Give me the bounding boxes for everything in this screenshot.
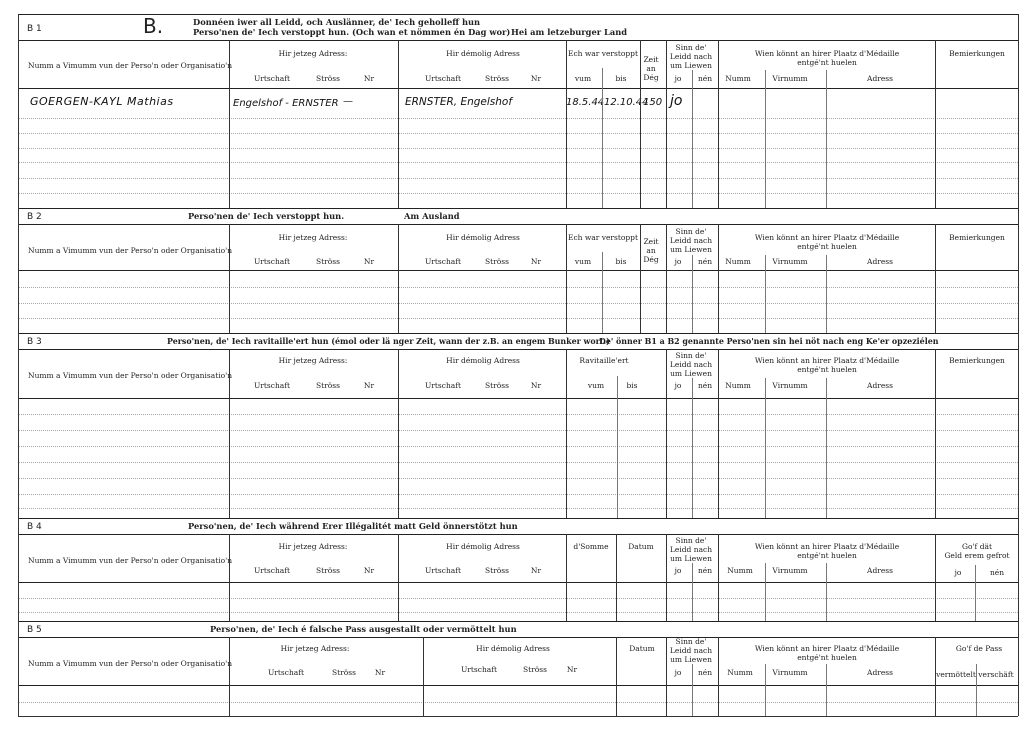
sub-mediated: vermöttelt [936,670,976,679]
col-medal-header: Wien könnt an hirer Plaatz d'Médaille [754,644,900,653]
col-remarks-header: Bemierkungen [949,49,1005,58]
col-line [935,224,936,333]
form-letter: B. [143,14,164,38]
section-heading: Perso'nen, de' Iech während Erer Illégalitét matt Geld önnerstötzt hun [188,521,518,531]
col-name-header: Numm a Vimumm vun der Perso'n oder Organisatio'n [28,556,233,565]
col-line [765,70,766,208]
row-line [18,414,1018,415]
col-time-header: an [646,246,656,255]
col-line [640,224,641,333]
col-line [602,252,603,333]
entry-name: GOERGEN-KAYL Mathias [30,95,174,108]
sub-place: Urtschaft [424,74,462,83]
col-money-header: Geld erem gefrot [944,551,1010,560]
row-line [18,716,1018,717]
section-heading: Donnéen iwer all Leidd, och Auslänner, de' Iech geholleff hun [193,17,481,27]
col-former-address-header: Hir démolig Adress [446,49,520,58]
sub-street: Ströss [485,257,509,266]
sub-firstname: Virnumm [772,381,808,390]
row-line [18,303,1018,304]
col-line [692,378,693,518]
header-divider [18,270,1018,271]
entry-days: 150 [643,97,663,108]
col-medal-header: entgé'nt huelen [797,58,857,67]
sub-place: Urtschaft [267,668,305,677]
sub-name: Numm [727,668,753,677]
section-id: B 1 [27,24,42,34]
sub-firstname: Virnumm [772,668,808,677]
sub-from: vum [587,381,605,390]
section-heading: Hei am letzeburger Land [511,27,628,37]
divider [18,621,1018,622]
frame-right [1018,14,1019,716]
col-line [976,664,977,716]
col-medal-header: entgé'nt huelen [797,551,857,560]
section-id: B 2 [27,212,42,222]
row-line [18,148,1018,149]
col-line [692,70,693,208]
sub-place: Urtschaft [424,257,462,266]
col-suffered-header: Leidd nach [669,52,713,61]
col-line [398,224,399,333]
sub-place: Urtschaft [253,257,291,266]
sub-nr: Nr [363,257,375,266]
sub-nr: Nr [363,566,375,575]
row-line [18,446,1018,447]
row-line [18,612,1018,613]
col-time-header: Dég [643,73,659,82]
col-line [666,637,667,716]
col-current-address-header: Hir jetzeg Adress: [278,542,348,551]
divider [18,224,1018,225]
divider [18,349,1018,350]
sub-firstname: Virnumm [772,257,808,266]
col-suffered-header: Leidd nach [669,646,713,655]
col-date-header: Datum [629,644,655,653]
col-medal-header: entgé'nt huelen [797,242,857,251]
section-heading: Perso'nen, de' Iech ravitaille'ert hun (émol oder lä nger Zeit, wann der z.B. an engem Bunker wort.) [167,337,610,346]
col-suffered-header: Leidd nach [669,545,713,554]
col-suffered-header: Sinn de' [675,351,707,360]
header-divider [18,88,1018,89]
header-divider [18,398,1018,399]
row-line [18,462,1018,463]
divider [18,208,1018,209]
sub-to: bis [615,257,627,266]
section-heading: Am Ausland [404,211,460,221]
sub-address: Adress [867,257,893,266]
sub-street: Ströss [332,668,356,677]
col-name-header: Numm a Vimumm vun der Perso'n oder Organisatio'n [28,246,233,255]
sub-place: Urtschaft [460,665,498,674]
sub-address: Adress [867,74,893,83]
col-line [566,40,567,208]
col-name-header: Numm a Vimumm vun der Perso'n oder Organisatio'n [28,371,233,380]
col-line [718,224,719,333]
col-suffered-header: um Liewen [670,655,712,664]
col-line [229,40,230,208]
col-suffered-header: um Liewen [670,245,712,254]
sub-yes: jo [674,381,682,390]
col-line [617,376,618,518]
sub-nr: Nr [530,381,542,390]
entry-to: 12.10.44 [604,97,649,108]
section-id: B 3 [27,337,42,347]
sub-yes: jo [674,668,682,677]
col-medal-header: entgé'nt huelen [797,653,857,662]
col-line [666,40,667,208]
col-suffered-header: Sinn de' [675,637,707,646]
sub-no: nén [697,566,713,575]
section-heading: Perso'nen de' Iech verstoppt hun. [188,211,345,221]
row-line [18,494,1018,495]
col-line [398,40,399,208]
col-current-address-header: Hir jetzeg Adress: [278,356,348,365]
col-line [616,534,617,621]
col-line [765,255,766,333]
col-sum-header: d'Somme [573,542,609,551]
col-line [423,637,424,716]
col-time-header: Dég [643,255,659,264]
sub-street: Ströss [316,566,340,575]
col-line [666,534,667,621]
col-time-header: Zeit [643,55,659,64]
col-line [666,224,667,333]
sub-place: Urtschaft [253,74,291,83]
col-medal-header: Wien könnt an hirer Plaatz d'Médaille [754,356,900,365]
sub-name: Numm [725,257,751,266]
entry-current-dash: — [343,96,353,107]
sub-name: Numm [725,381,751,390]
sub-from: vum [574,257,592,266]
col-supplied-header: Ravitaille'ert [579,356,629,365]
col-line [718,349,719,518]
sub-place: Urtschaft [253,566,291,575]
col-line [566,349,567,518]
col-line [692,563,693,621]
col-former-address-header: Hir démolig Adress [446,233,520,242]
col-suffered-header: Sinn de' [675,536,707,545]
section-id: B 5 [27,625,42,635]
col-hidden-header: Ech war verstoppt [567,49,639,58]
sub-place: Urtschaft [424,566,462,575]
sub-from: vum [574,74,592,83]
col-line [718,637,719,716]
col-money-header: Go'f dät [961,542,993,551]
col-time-header: an [646,64,656,73]
divider [18,40,1018,41]
col-line [602,68,603,208]
col-line [765,563,766,621]
col-name-header: Numm a Vimumm vun der Perso'n oder Organisatio'n [28,61,233,70]
col-line [935,40,936,208]
sub-no: nén [697,668,713,677]
col-line [229,637,230,716]
sub-street: Ströss [523,665,547,674]
divider [18,14,1018,15]
sub-street: Ströss [316,381,340,390]
entry-from: 18.5.44 [566,97,605,108]
row-line [18,318,1018,319]
sub-address: Adress [867,668,893,677]
col-suffered-header: Sinn de' [675,43,707,52]
col-line [640,40,641,208]
row-line [18,430,1018,431]
sub-street: Ströss [485,381,509,390]
sub-address: Adress [867,566,893,575]
col-line [826,664,827,716]
sub-name: Numm [725,74,751,83]
col-line [566,224,567,333]
col-line [692,255,693,333]
col-medal-header: Wien könnt an hirer Plaatz d'Médaille [754,233,900,242]
col-current-address-header: Hir jetzeg Adress: [280,644,350,653]
section-heading: Perso'nen, de' Iech é falsche Pass ausgestallt oder vermöttelt hun [210,624,517,634]
sub-nr: Nr [530,566,542,575]
header-divider [18,685,1018,686]
col-medal-header: Wien könnt an hirer Plaatz d'Médaille [754,542,900,551]
row-line [18,287,1018,288]
col-line [229,349,230,518]
col-line [935,534,936,621]
sub-yes: jo [954,568,962,577]
sub-nr: Nr [530,74,542,83]
col-line [566,534,567,621]
sub-street: Ströss [316,74,340,83]
divider [18,518,1018,519]
col-medal-header: entgé'nt huelen [797,365,857,374]
col-pass-header: Go'f de Pass [955,644,1003,653]
sub-nr: Nr [566,665,578,674]
col-remarks-header: Bemierkungen [949,233,1005,242]
sub-yes: jo [674,257,682,266]
col-former-address-header: Hir démolig Adress [476,644,550,653]
col-line [826,255,827,333]
section-id: B 4 [27,522,42,532]
col-current-address-header: Hir jetzeg Adress: [278,49,348,58]
divider [18,637,1018,638]
col-line [616,637,617,716]
sub-yes: jo [674,566,682,575]
sub-nr: Nr [374,668,386,677]
col-name-header: Numm a Vimumm vun der Perso'n oder Organisatio'n [28,659,233,668]
entry-current-address: Engelshof - ERNSTER [233,98,339,109]
sub-nr: Nr [530,257,542,266]
divider [18,333,1018,334]
col-line [666,349,667,518]
col-hidden-header: Ech war verstoppt [567,233,639,242]
row-line [18,178,1018,179]
col-time-header: Zeit [643,237,659,246]
col-suffered-header: um Liewen [670,61,712,70]
sub-no: nén [697,381,713,390]
col-former-address-header: Hir démolig Adress [446,542,520,551]
row-line [18,193,1018,194]
header-divider [18,582,1018,583]
sub-street: Ströss [316,257,340,266]
sub-firstname: Virnumm [772,74,808,83]
col-suffered-header: Sinn de' [675,227,707,236]
col-line [229,224,230,333]
sub-nr: Nr [363,74,375,83]
col-suffered-header: Leidd nach [669,360,713,369]
sub-to: bis [626,381,638,390]
col-suffered-header: Leidd nach [669,236,713,245]
sub-place: Urtschaft [253,381,291,390]
col-current-address-header: Hir jetzeg Adress: [278,233,348,242]
section-heading: De' önner B1 a B2 genannte Perso'nen sin hei nöt nach eng Ke'er opzeziélen [599,337,939,346]
col-line [826,378,827,518]
row-line [18,133,1018,134]
col-remarks-header: Bemierkungen [949,356,1005,365]
sub-address: Adress [867,381,893,390]
col-line [398,349,399,518]
col-suffered-header: um Liewen [670,554,712,563]
col-line [398,534,399,621]
entry-former-address: ERNSTER, Engelshof [405,96,513,108]
sub-no: nén [697,257,713,266]
sub-yes: jo [674,74,682,83]
col-medal-header: Wien könnt an hirer Plaatz d'Médaille [754,49,900,58]
col-line [826,563,827,621]
col-line [935,637,936,716]
sub-firstname: Virnumm [772,566,808,575]
col-line [765,664,766,716]
col-line [718,40,719,208]
sub-no: nén [697,74,713,83]
sub-nr: Nr [363,381,375,390]
sub-street: Ströss [485,566,509,575]
sub-street: Ströss [485,74,509,83]
sub-to: bis [615,74,627,83]
col-line [718,534,719,621]
col-line [935,349,936,518]
divider [18,534,1018,535]
frame-left [18,14,19,716]
col-line [826,70,827,208]
entry-alive-yes: jo [670,93,683,109]
row-line [18,118,1018,119]
row-line [18,478,1018,479]
row-line [18,598,1018,599]
col-date-header: Datum [628,542,654,551]
sub-no: nén [989,568,1005,577]
sub-place: Urtschaft [424,381,462,390]
row-line [18,702,1018,703]
col-line [229,534,230,621]
col-line [765,378,766,518]
col-former-address-header: Hir démolig Adress [446,356,520,365]
col-suffered-header: um Liewen [670,369,712,378]
row-line [18,162,1018,163]
sub-name: Numm [727,566,753,575]
col-line [692,664,693,716]
section-heading: Perso'nen de' Iech verstoppt hun. (Och wan et nömmen én Dag wor) [193,27,511,37]
sub-made: verschäft [978,670,1014,679]
col-line [975,565,976,621]
row-line [18,508,1018,509]
